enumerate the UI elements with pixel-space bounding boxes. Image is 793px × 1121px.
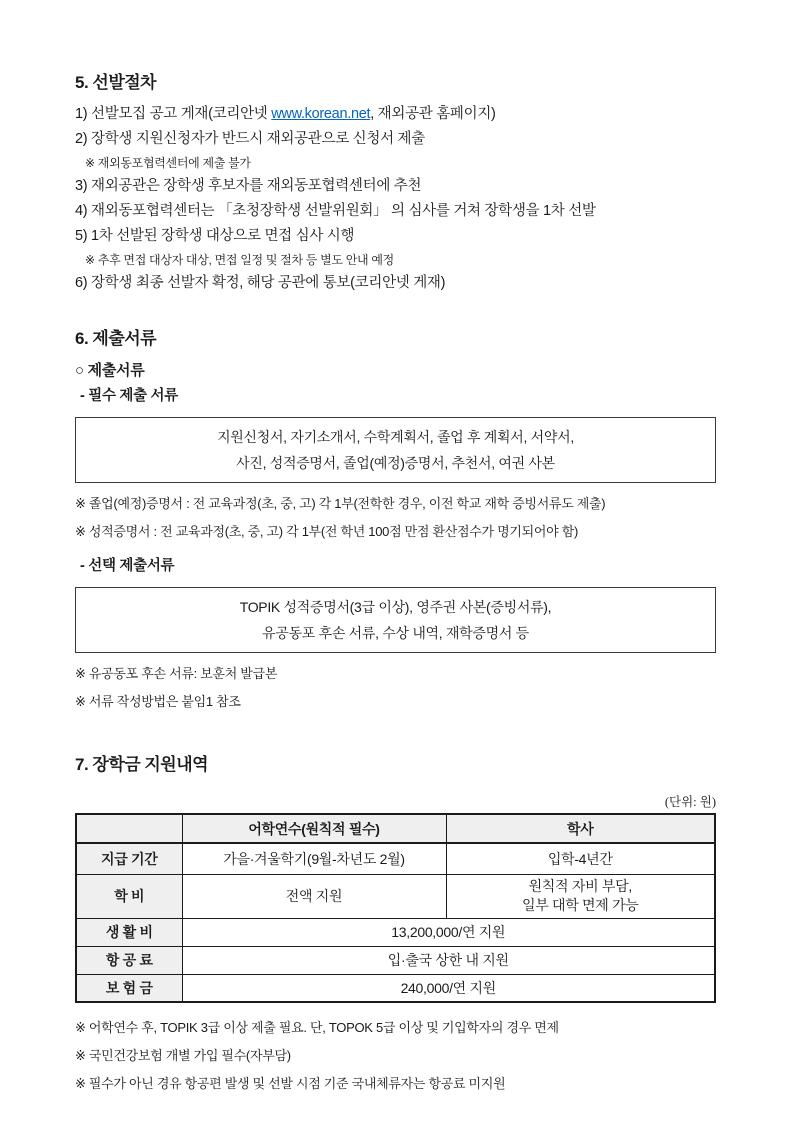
section-scholarship-benefits bbox=[75, 754, 716, 1098]
row-living-header: 생 활 비 bbox=[76, 918, 182, 946]
table-row-living bbox=[76, 918, 715, 946]
required-documents-label: - 필수 제출 서류 bbox=[80, 388, 178, 404]
required-box-line-2: 사진, 성적증명서, 졸업(예정)증명서, 추천서, 여권 사본 bbox=[236, 455, 555, 471]
procedure-item-3: 3) 재외공관은 장학생 후보자를 재외동포협력센터에 추천 bbox=[75, 178, 422, 194]
optional-note-2: ※ 서류 작성방법은 붙임1 참조 bbox=[75, 694, 241, 709]
required-documents-box bbox=[75, 417, 716, 483]
table-row-tuition bbox=[76, 874, 715, 918]
procedure-note-1: ※ 재외동포협력센터에 제출 불가 bbox=[85, 156, 251, 170]
procedure-item-1-prefix: 1) 선발모집 공고 게재(코리안넷 bbox=[75, 106, 272, 122]
procedure-item-2: 2) 장학생 지원신청자가 반드시 재외공관으로 신청서 제출 bbox=[75, 131, 425, 147]
scholarship-note-1: ※ 어학연수 후, TOPIK 3급 이상 제출 필요. 단, TOPOK 5급 이상 및 기입학자의 경우 면제 bbox=[75, 1020, 559, 1035]
scholarship-note-2: ※ 국민건강보험 개별 가입 필수(자부담) bbox=[75, 1048, 291, 1063]
required-box-line-1: 지원신청서, 자기소개서, 수학계획서, 졸업 후 계획서, 서약서, bbox=[217, 429, 574, 445]
row-tuition-bachelor-line2: 일부 대학 면제 가능 bbox=[521, 897, 639, 913]
optional-documents-box bbox=[75, 587, 716, 653]
header-language-course: 어학연수(원칙적 필수) bbox=[182, 814, 446, 843]
unit-label: (단위: 원) bbox=[664, 795, 716, 809]
row-airfare-value: 입·출국 상한 내 지원 bbox=[182, 946, 715, 974]
procedure-note-2: ※ 추후 면접 대상자 대상, 면접 일정 및 절차 등 별도 안내 예정 bbox=[85, 253, 394, 267]
row-period-language: 가을·겨울학기(9월-차년도 2월) bbox=[182, 843, 446, 874]
optional-note-1: ※ 유공동포 후손 서류: 보훈처 발급본 bbox=[75, 666, 278, 681]
korean-net-link[interactable]: www.korean.net bbox=[271, 106, 371, 122]
section7-title: 7. 장학금 지원내역 bbox=[75, 755, 209, 774]
row-tuition-bachelor bbox=[446, 874, 715, 918]
required-note-1: ※ 졸업(예정)증명서 : 전 교육과정(초, 중, 고) 각 1부(전학한 경우, 이전 학교 재학 증빙서류도 제출) bbox=[75, 496, 606, 511]
procedure-item-1-suffix: , 재외공관 홈페이지) bbox=[370, 106, 496, 122]
row-period-bachelor: 입학-4년간 bbox=[446, 843, 715, 874]
row-insurance-value: 240,000/연 지원 bbox=[182, 974, 715, 1002]
row-tuition-language: 전액 지원 bbox=[182, 874, 446, 918]
row-airfare-header: 항 공 료 bbox=[76, 946, 182, 974]
section6-title: 6. 제출서류 bbox=[75, 329, 157, 348]
table-row-airfare bbox=[76, 946, 715, 974]
procedure-item-4: 4) 재외동포협력센터는 「초청장학생 선발위원회」 의 심사를 거쳐 장학생을 1차 선발 bbox=[75, 203, 596, 219]
documents-subtitle: ○ 제출서류 bbox=[75, 362, 145, 379]
header-bachelor: 학사 bbox=[446, 814, 715, 843]
optional-box-line-1: TOPIK 성적증명서(3급 이상), 영주권 사본(증빙서류), bbox=[239, 599, 552, 615]
section-submission-documents bbox=[75, 328, 716, 716]
scholarship-note-3: ※ 필수가 아닌 경유 항공편 발생 및 선발 시점 기준 국내체류자는 항공료 미지원 bbox=[75, 1076, 506, 1091]
table-header-row bbox=[76, 814, 715, 843]
row-tuition-bachelor-line1: 원칙적 자비 부담, bbox=[528, 878, 632, 894]
procedure-item-6: 6) 장학생 최종 선발자 확정, 해당 공관에 통보(코리안넷 게재) bbox=[75, 275, 446, 291]
row-tuition-header: 학 비 bbox=[76, 874, 182, 918]
procedure-item-1 bbox=[75, 102, 716, 127]
header-empty-cell bbox=[76, 814, 182, 843]
optional-documents-label: - 선택 제출서류 bbox=[80, 558, 175, 574]
required-note-2: ※ 성적증명서 : 전 교육과정(초, 중, 고) 각 1부(전 학년 100점 만점 환산점수가 명기되어야 함) bbox=[75, 524, 578, 539]
section-selection-procedure bbox=[75, 72, 716, 296]
procedure-item-5: 5) 1차 선발된 장학생 대상으로 면접 심사 시행 bbox=[75, 228, 355, 244]
table-row-period bbox=[76, 843, 715, 874]
row-period-header: 지급 기간 bbox=[76, 843, 182, 874]
row-living-value: 13,200,000/연 지원 bbox=[182, 918, 715, 946]
table-row-insurance bbox=[76, 974, 715, 1002]
optional-box-line-2: 유공동포 후손 서류, 수상 내역, 재학증명서 등 bbox=[262, 625, 529, 641]
row-insurance-header: 보 험 금 bbox=[76, 974, 182, 1002]
scholarship-table bbox=[75, 813, 716, 1003]
section5-title: 5. 선발절차 bbox=[75, 73, 157, 92]
